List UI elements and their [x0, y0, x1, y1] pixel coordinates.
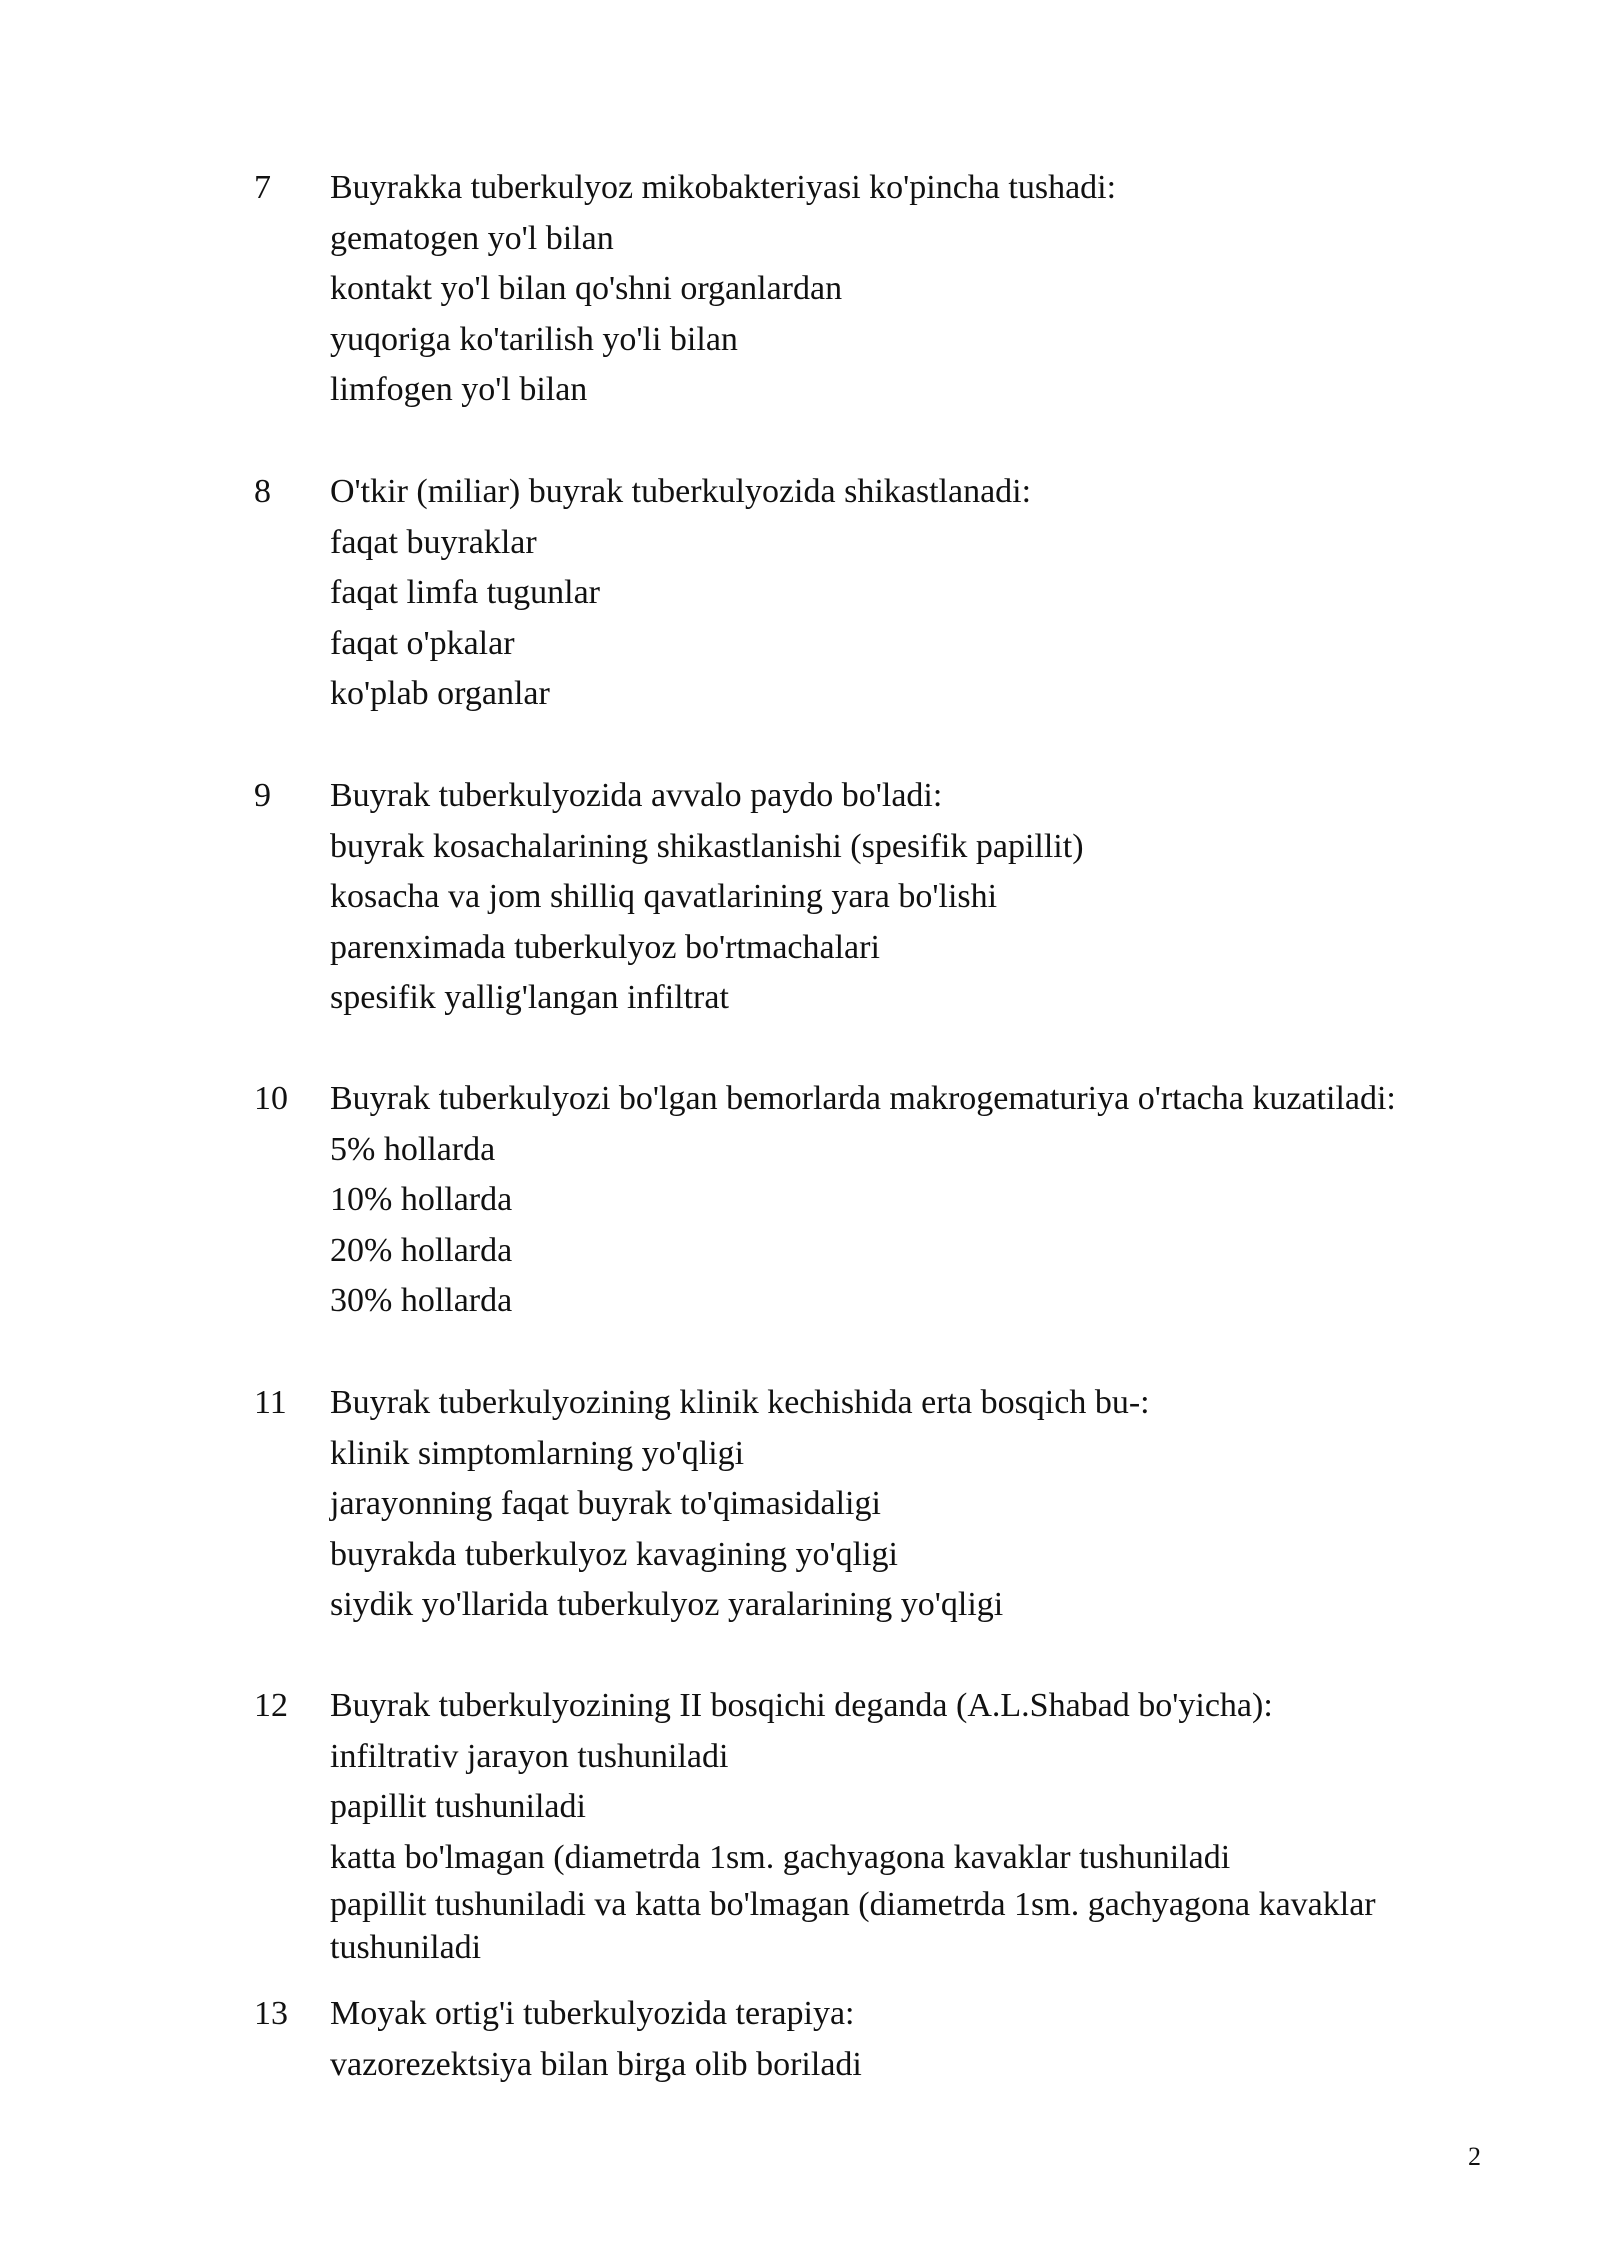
- question-number: 10: [254, 1080, 288, 1117]
- answer-option: papillit tushuniladi va katta bo'lmagan (diametrda 1sm. gachyagona kavaklar tushuniladi: [330, 1886, 1376, 1966]
- question-text: Buyrak tuberkulyozi bo'lgan bemorlarda makrogematuriya o'rtacha kuzatiladi:: [330, 1080, 1396, 1117]
- question-body: [330, 1681, 1530, 1969]
- question-text: Buyrak tuberkulyozining klinik kechishida erta bosqich bu-:: [330, 1384, 1150, 1421]
- answer-option: limfogen yo'l bilan: [330, 371, 588, 408]
- question-text: Moyak ortig'i tuberkulyozida terapiya:: [330, 1995, 855, 2032]
- answer-option: 30% hollarda: [330, 1282, 513, 1319]
- question-number: 11: [254, 1384, 287, 1421]
- answer-option: buyrak kosachalarining shikastlanishi (spesifik papillit): [330, 827, 1084, 865]
- question-number: 7: [254, 169, 271, 206]
- answer-option: kontakt yo'l bilan qo'shni organlardan: [330, 270, 843, 307]
- question-body: [330, 467, 1530, 720]
- answer-option: parenximada tuberkulyoz bo'rtmachalari: [330, 928, 880, 966]
- question-text: Buyrak tuberkulyozida avvalo paydo bo'ladi:: [330, 777, 943, 814]
- answer-option: katta bo'lmagan (diametrda 1sm. gachyagona kavaklar tushuniladi: [330, 1838, 1231, 1876]
- answer-option: 5% hollarda: [330, 1130, 496, 1168]
- answer-option: kosacha va jom shilliq qavatlarining yara bo'lishi: [330, 878, 998, 915]
- answer-option: siydik yo'llarida tuberkulyoz yaralarining yo'qligi: [330, 1586, 1004, 1623]
- question-number: 9: [254, 777, 271, 814]
- answer-option: gematogen yo'l bilan: [330, 219, 614, 257]
- page-number: 2: [1468, 2142, 1481, 2171]
- answer-option: 20% hollarda: [330, 1231, 513, 1269]
- answer-option: faqat buyraklar: [330, 523, 537, 561]
- answer-option: vazorezektsiya bilan birga olib boriladi: [330, 2045, 862, 2083]
- question-body: [330, 1378, 1530, 1631]
- question-number: 12: [254, 1687, 288, 1724]
- answer-option: faqat o'pkalar: [330, 624, 515, 662]
- answer-option: spesifik yallig'langan infiltrat: [330, 979, 729, 1016]
- answer-option: ko'plab organlar: [330, 675, 550, 712]
- question-text: O'tkir (miliar) buyrak tuberkulyozida shikastlanadi:: [330, 473, 1032, 510]
- question-body: [330, 771, 1530, 1024]
- question-body: [330, 1989, 1530, 2090]
- answer-option: yuqoriga ko'tarilish yo'li bilan: [330, 320, 738, 358]
- question-body: [330, 1074, 1530, 1327]
- question-text: Buyrakka tuberkulyoz mikobakteriyasi ko'pincha tushadi:: [330, 169, 1117, 206]
- question-number: 8: [254, 473, 271, 510]
- question-number: 13: [254, 1995, 288, 2032]
- question-text: Buyrak tuberkulyozining II bosqichi deganda (A.L.Shabad bo'yicha):: [330, 1687, 1273, 1724]
- answer-option: jarayonning faqat buyrak to'qimasidaligi: [330, 1485, 881, 1522]
- answer-option: papillit tushuniladi: [330, 1788, 586, 1825]
- answer-option: faqat limfa tugunlar: [330, 574, 601, 611]
- answer-option: infiltrativ jarayon tushuniladi: [330, 1737, 729, 1775]
- question-body: [330, 163, 1530, 416]
- answer-option: klinik simptomlarning yo'qligi: [330, 1434, 745, 1472]
- answer-option: 10% hollarda: [330, 1181, 513, 1218]
- answer-option: buyrakda tuberkulyoz kavagining yo'qligi: [330, 1535, 898, 1573]
